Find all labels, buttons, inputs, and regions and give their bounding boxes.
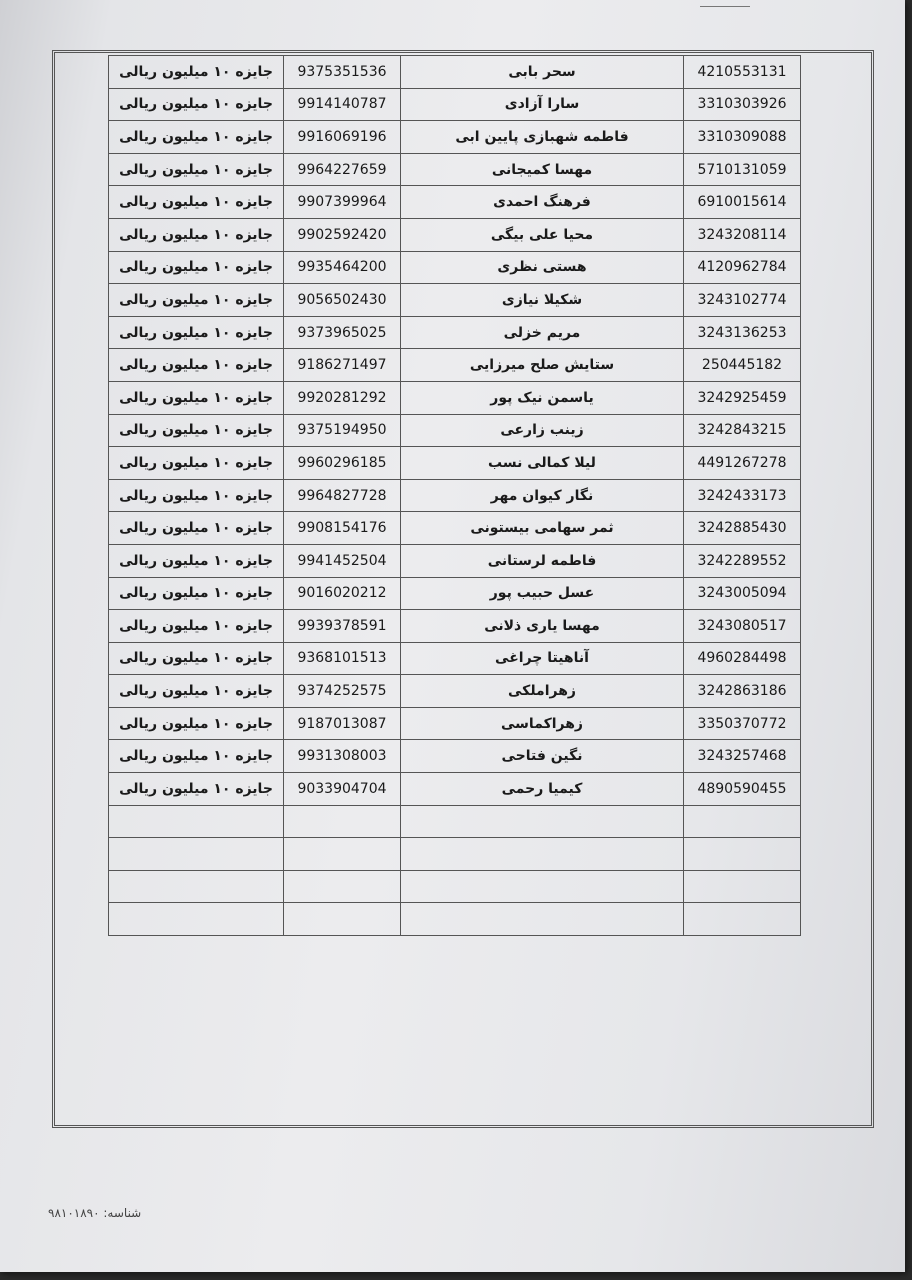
phone-cell: 9960296185 — [284, 447, 401, 480]
prize-cell: جایزه ۱۰ میلیون ریالی — [109, 707, 284, 740]
national-id-cell: 250445182 — [684, 349, 801, 382]
table-row — [109, 479, 801, 512]
national-id-cell: 6910015614 — [684, 186, 801, 219]
prize-cell: جایزه ۱۰ میلیون ریالی — [109, 773, 284, 806]
national-id-cell: 3242289552 — [684, 544, 801, 577]
name-cell: زهراکماسی — [401, 707, 684, 740]
prize-cell: جایزه ۱۰ میلیون ریالی — [109, 349, 284, 382]
table-row — [109, 349, 801, 382]
national-id-cell: 3243005094 — [684, 577, 801, 610]
prize-cell: جایزه ۱۰ میلیون ریالی — [109, 740, 284, 773]
prize-cell: جایزه ۱۰ میلیون ریالی — [109, 121, 284, 154]
table-row — [109, 870, 801, 903]
prize-cell: جایزه ۱۰ میلیون ریالی — [109, 610, 284, 643]
table-row — [109, 153, 801, 186]
prize-cell: جایزه ۱۰ میلیون ریالی — [109, 512, 284, 545]
phone-cell: 9187013087 — [284, 707, 401, 740]
phone-cell: 9964827728 — [284, 479, 401, 512]
name-cell: زهراملکی — [401, 675, 684, 708]
national-id-cell: 3310309088 — [684, 121, 801, 154]
prize-cell: جایزه ۱۰ میلیون ریالی — [109, 88, 284, 121]
table-row — [109, 512, 801, 545]
phone-cell: 9939378591 — [284, 610, 401, 643]
national-id-cell: 4960284498 — [684, 642, 801, 675]
national-id-cell — [684, 870, 801, 903]
prize-cell: جایزه ۱۰ میلیون ریالی — [109, 447, 284, 480]
national-id-cell: 3243136253 — [684, 316, 801, 349]
prize-cell: جایزه ۱۰ میلیون ریالی — [109, 544, 284, 577]
phone-cell: 9920281292 — [284, 381, 401, 414]
phone-cell: 9368101513 — [284, 642, 401, 675]
national-id-cell — [684, 805, 801, 838]
name-cell: نگین فتاحی — [401, 740, 684, 773]
table-row — [109, 610, 801, 643]
name-cell: آناهیتا چراغی — [401, 642, 684, 675]
name-cell — [401, 903, 684, 936]
national-id-cell: 4210553131 — [684, 56, 801, 89]
winners-table — [108, 55, 801, 936]
phone-cell: 9375194950 — [284, 414, 401, 447]
table-row — [109, 218, 801, 251]
phone-cell: 9931308003 — [284, 740, 401, 773]
name-cell: لیلا کمالی نسب — [401, 447, 684, 480]
phone-cell: 9916069196 — [284, 121, 401, 154]
name-cell: مهسا یاری ذلانی — [401, 610, 684, 643]
national-id-cell: 3242925459 — [684, 381, 801, 414]
prize-cell: جایزه ۱۰ میلیون ریالی — [109, 381, 284, 414]
phone-cell: 9033904704 — [284, 773, 401, 806]
phone-cell: 9964227659 — [284, 153, 401, 186]
phone-cell: 9056502430 — [284, 284, 401, 317]
prize-cell — [109, 838, 284, 871]
name-cell: مریم خزلی — [401, 316, 684, 349]
name-cell — [401, 805, 684, 838]
national-id-cell — [684, 903, 801, 936]
national-id-cell: 3242885430 — [684, 512, 801, 545]
table-row — [109, 740, 801, 773]
prize-cell: جایزه ۱۰ میلیون ریالی — [109, 218, 284, 251]
prize-cell: جایزه ۱۰ میلیون ریالی — [109, 251, 284, 284]
prize-cell: جایزه ۱۰ میلیون ریالی — [109, 186, 284, 219]
table-row — [109, 121, 801, 154]
name-cell: کیمیا رحمی — [401, 773, 684, 806]
prize-cell: جایزه ۱۰ میلیون ریالی — [109, 642, 284, 675]
phone-cell — [284, 805, 401, 838]
prize-cell: جایزه ۱۰ میلیون ریالی — [109, 675, 284, 708]
national-id-cell: 3242433173 — [684, 479, 801, 512]
table-row — [109, 707, 801, 740]
phone-cell: 9375351536 — [284, 56, 401, 89]
name-cell: سارا آزادی — [401, 88, 684, 121]
name-cell — [401, 870, 684, 903]
national-id-cell: 3242843215 — [684, 414, 801, 447]
prize-cell — [109, 903, 284, 936]
national-id-cell: 3350370772 — [684, 707, 801, 740]
phone-cell — [284, 838, 401, 871]
prize-cell: جایزه ۱۰ میلیون ریالی — [109, 153, 284, 186]
phone-cell: 9186271497 — [284, 349, 401, 382]
table-row — [109, 903, 801, 936]
phone-cell: 9902592420 — [284, 218, 401, 251]
table-row — [109, 88, 801, 121]
national-id-cell: 4890590455 — [684, 773, 801, 806]
table-row — [109, 642, 801, 675]
table-row — [109, 316, 801, 349]
national-id-cell: 3243102774 — [684, 284, 801, 317]
name-cell: یاسمن نیک پور — [401, 381, 684, 414]
top-edge-mark — [700, 0, 750, 7]
table-row — [109, 284, 801, 317]
phone-cell: 9907399964 — [284, 186, 401, 219]
table-row — [109, 838, 801, 871]
national-id-cell: 4491267278 — [684, 447, 801, 480]
phone-cell: 9935464200 — [284, 251, 401, 284]
table-row — [109, 414, 801, 447]
name-cell — [401, 838, 684, 871]
national-id-cell: 5710131059 — [684, 153, 801, 186]
national-id-cell: 3243208114 — [684, 218, 801, 251]
name-cell: ستایش صلح میرزایی — [401, 349, 684, 382]
national-id-cell: 3310303926 — [684, 88, 801, 121]
national-id-cell — [684, 838, 801, 871]
name-cell: فاطمه لرستانی — [401, 544, 684, 577]
phone-cell: 9373965025 — [284, 316, 401, 349]
phone-cell — [284, 870, 401, 903]
prize-cell — [109, 805, 284, 838]
national-id-cell: 3243257468 — [684, 740, 801, 773]
prize-cell: جایزه ۱۰ میلیون ریالی — [109, 284, 284, 317]
name-cell: سحر بابی — [401, 56, 684, 89]
table-row — [109, 56, 801, 89]
prize-cell: جایزه ۱۰ میلیون ریالی — [109, 56, 284, 89]
winners-table-body — [109, 56, 801, 936]
name-cell: نگار کیوان مهر — [401, 479, 684, 512]
prize-cell: جایزه ۱۰ میلیون ریالی — [109, 577, 284, 610]
name-cell: محیا علی بیگی — [401, 218, 684, 251]
prize-cell: جایزه ۱۰ میلیون ریالی — [109, 414, 284, 447]
document-footer-id: شناسه: ۹۸۱۰۱۸۹۰ — [48, 1206, 142, 1220]
table-row — [109, 773, 801, 806]
name-cell: شکیلا نیازی — [401, 284, 684, 317]
table-row — [109, 544, 801, 577]
table-row — [109, 251, 801, 284]
phone-cell: 9941452504 — [284, 544, 401, 577]
phone-cell: 9016020212 — [284, 577, 401, 610]
name-cell: هستی نظری — [401, 251, 684, 284]
table-row — [109, 447, 801, 480]
phone-cell — [284, 903, 401, 936]
phone-cell: 9908154176 — [284, 512, 401, 545]
table-row — [109, 805, 801, 838]
national-id-cell: 3243080517 — [684, 610, 801, 643]
name-cell: عسل حبیب پور — [401, 577, 684, 610]
national-id-cell: 3242863186 — [684, 675, 801, 708]
name-cell: ثمر سهامی بیستونی — [401, 512, 684, 545]
national-id-cell: 4120962784 — [684, 251, 801, 284]
prize-cell — [109, 870, 284, 903]
name-cell: زینب زارعی — [401, 414, 684, 447]
prize-cell: جایزه ۱۰ میلیون ریالی — [109, 316, 284, 349]
phone-cell: 9374252575 — [284, 675, 401, 708]
phone-cell: 9914140787 — [284, 88, 401, 121]
name-cell: فرهنگ احمدی — [401, 186, 684, 219]
table-row — [109, 577, 801, 610]
name-cell: مهسا کمیجانی — [401, 153, 684, 186]
name-cell: فاطمه شهبازی پایین ابی — [401, 121, 684, 154]
table-row — [109, 381, 801, 414]
prize-cell: جایزه ۱۰ میلیون ریالی — [109, 479, 284, 512]
table-row — [109, 675, 801, 708]
table-row — [109, 186, 801, 219]
